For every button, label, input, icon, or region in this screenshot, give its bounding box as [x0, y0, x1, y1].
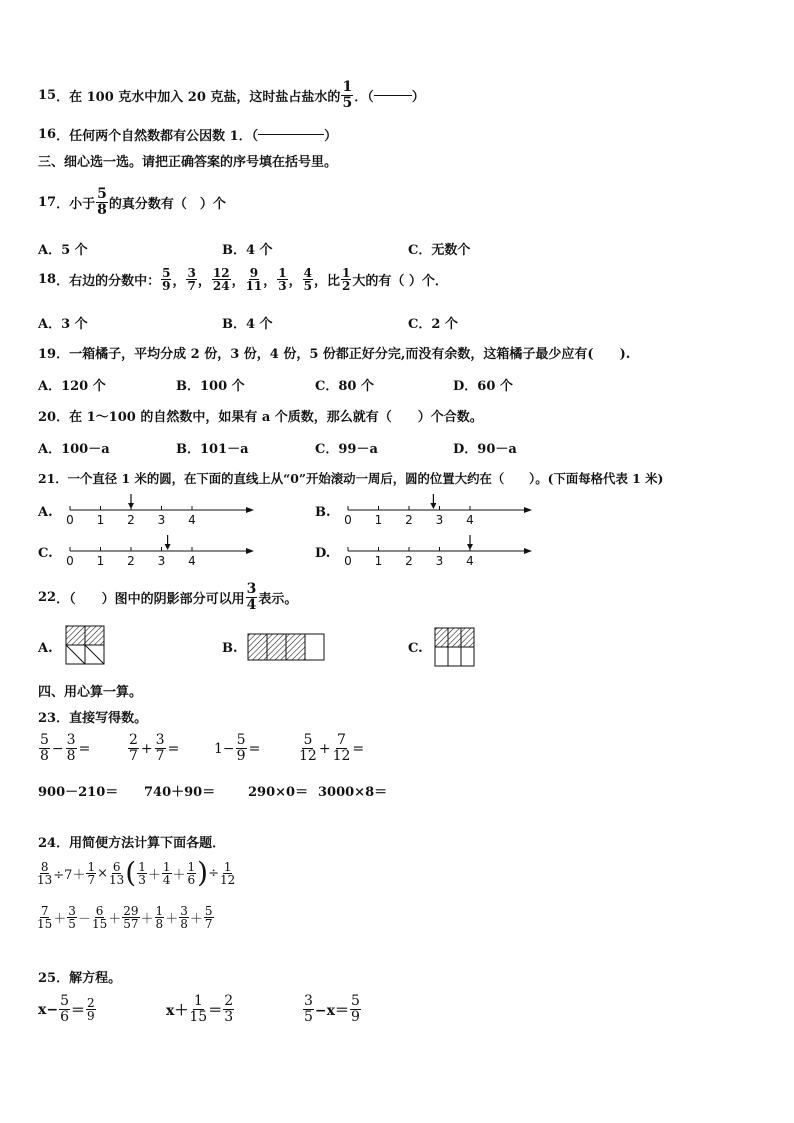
- option-b[interactable]: B．100 个: [176, 379, 245, 394]
- question-24: 24．用简便方法计算下面各题．: [38, 836, 226, 851]
- mental-math-item: 900－210＝: [38, 785, 119, 800]
- question-17: 17 ．小于 $\frac{5}{8}$ 的真分数有（ ）个: [38, 186, 226, 218]
- expression-1: $\frac{8}{13}$ ÷7＋ $\frac{1}{7}$ × $\frac{6}{13}$ ( $\frac{1}{3}$ ＋ $\frac{1}{4}$ ＋ $\frac{1}{6}$ ) ÷ $\frac{1}{12}$: [37, 856, 236, 889]
- tick-label: 0: [66, 513, 74, 527]
- tick-label: 4: [188, 554, 196, 568]
- tick-label: 3: [157, 554, 166, 568]
- option-c[interactable]: C．2 个: [408, 317, 458, 332]
- option-c[interactable]: C．99－a: [315, 442, 378, 457]
- tick-label: 2: [405, 513, 413, 527]
- axis-arrowhead: [524, 507, 532, 513]
- mental-math-item: 3000×8＝: [318, 785, 388, 800]
- option-b[interactable]: B．101－a: [176, 442, 249, 457]
- axis-arrowhead: [246, 507, 254, 513]
- option-b[interactable]: B.: [315, 505, 331, 520]
- option-a[interactable]: A．3 个: [38, 317, 88, 332]
- tick-label: 3: [435, 554, 444, 568]
- position-arrowhead: [430, 503, 436, 509]
- axis-arrowhead: [246, 548, 254, 554]
- tick-label: 2: [405, 554, 413, 568]
- option-a[interactable]: A．5 个: [38, 243, 88, 258]
- option-c[interactable]: C．80 个: [315, 379, 374, 394]
- position-arrowhead: [165, 544, 171, 550]
- tick-label: 0: [344, 554, 352, 568]
- equation-1: x− $\frac{5}{6}$ ＝ $\frac{2}{9}$: [38, 993, 95, 1025]
- option-a[interactable]: A．120 个: [38, 379, 106, 394]
- number-line-a: [60, 492, 260, 528]
- fraction: $\frac{1}{5}$: [342, 79, 353, 111]
- option-a[interactable]: A.: [38, 641, 53, 656]
- equation-3: $\frac{3}{5}$ −x＝ $\frac{5}{9}$: [304, 993, 360, 1025]
- section-3-heading: 三、细心选一选。请把正确答案的序号填在括号里。: [38, 155, 338, 170]
- question-20: 20．在 1～100 的自然数中，如果有 a 个质数，那么就有（ ）个合数。: [38, 410, 483, 425]
- question-18: 18 ．右边的分数中： $\frac{5}{9}$ ， $\frac{3}{7}$ ， $\frac{12}{24}$ ， $\frac{9}{11}$ ， $\frac{1}{3}$ ， $\frac{4}{5}$ ，比 $\frac{1}{2}$ 大的有（ ）个．: [38, 266, 448, 293]
- tick-label: 2: [127, 554, 135, 568]
- section-4-heading: 四、用心算一算。: [38, 685, 143, 700]
- tick-label: 0: [344, 513, 352, 527]
- question-25: 25．解方程。: [38, 971, 122, 986]
- tick-label: 1: [96, 554, 105, 568]
- tick-label: 4: [466, 513, 474, 527]
- option-d[interactable]: D.: [315, 546, 331, 561]
- option-d[interactable]: D．60 个: [453, 379, 513, 394]
- answer-blank[interactable]: [374, 95, 412, 96]
- tick-label: 4: [188, 513, 196, 527]
- question-21: 21．一个直径 1 米的圆，在下面的直线上从“0”开始滚动一周后，圆的位置大约在（ ）。(下面每格代表 1 米): [38, 471, 664, 486]
- tick-label: 1: [374, 554, 383, 568]
- mental-math-item: $\frac{5}{12}$ + $\frac{7}{12}$ =: [299, 732, 365, 764]
- option-c[interactable]: C.: [408, 641, 423, 656]
- figure-b: [246, 632, 328, 662]
- tick-label: 2: [127, 513, 135, 527]
- mental-math-item: 290×0＝: [248, 785, 309, 800]
- tick-label: 1: [374, 513, 383, 527]
- tick-label: 1: [96, 513, 105, 527]
- option-b[interactable]: B．4 个: [222, 317, 273, 332]
- expression-2: $\frac{7}{15}$ ＋ $\frac{3}{5}$ － $\frac{6}{15}$ ＋ $\frac{29}{57}$ ＋ $\frac{1}{8}$ ＋ $\frac{3}{8}$ ＋ $\frac{5}{7}$: [37, 904, 213, 931]
- number-line-b: [338, 492, 538, 528]
- mental-math-item: 1− $\frac{5}{9}$ =: [214, 732, 261, 764]
- option-d[interactable]: D．90－a: [453, 442, 517, 457]
- tick-label: 3: [435, 513, 444, 527]
- question-23: 23．直接写得数。: [38, 711, 148, 726]
- option-c[interactable]: C．无数个: [408, 243, 471, 258]
- equation-2: x＋ $\frac{1}{15}$ ＝ $\frac{2}{3}$: [166, 993, 234, 1025]
- figure-a: [64, 624, 108, 666]
- question-22: 22 ．（ ）图中的阴影部分可以用 $\frac{3}{4}$ 表示。: [38, 581, 298, 613]
- mental-math-item: $\frac{5}{8}$ − $\frac{3}{8}$ =: [40, 732, 91, 764]
- tick-label: 4: [466, 554, 474, 568]
- option-a[interactable]: A.: [38, 505, 53, 520]
- option-b[interactable]: B．4 个: [222, 243, 273, 258]
- mental-math-item: $\frac{2}{7}$ + $\frac{3}{7}$ =: [129, 732, 180, 764]
- answer-blank[interactable]: [258, 134, 324, 135]
- figure-c: [433, 626, 477, 668]
- option-a[interactable]: A．100－a: [38, 442, 110, 457]
- position-arrowhead: [467, 544, 473, 550]
- tick-label: 3: [157, 513, 166, 527]
- question-16: 16 ．任何两个自然数都有公因数 1．（ ）: [38, 127, 338, 144]
- number-line-c: [60, 533, 260, 569]
- tick-label: 0: [66, 554, 74, 568]
- question-15: 15 ．在 100 克水中加入 20 克盐，这时盐占盐水的 $\frac{1}{5}$ ．（ ）: [38, 79, 425, 111]
- position-arrowhead: [128, 503, 134, 509]
- mental-math-item: 740＋90＝: [144, 785, 216, 800]
- number-line-d: [338, 533, 538, 569]
- option-c[interactable]: C.: [38, 546, 53, 561]
- option-b[interactable]: B.: [222, 641, 238, 656]
- axis-arrowhead: [524, 548, 532, 554]
- question-19: 19．一箱橘子，平均分成 2 份，3 份，4 份，5 份都正好分完,而没有余数，这箱橘子最少应有( ).: [38, 347, 631, 362]
